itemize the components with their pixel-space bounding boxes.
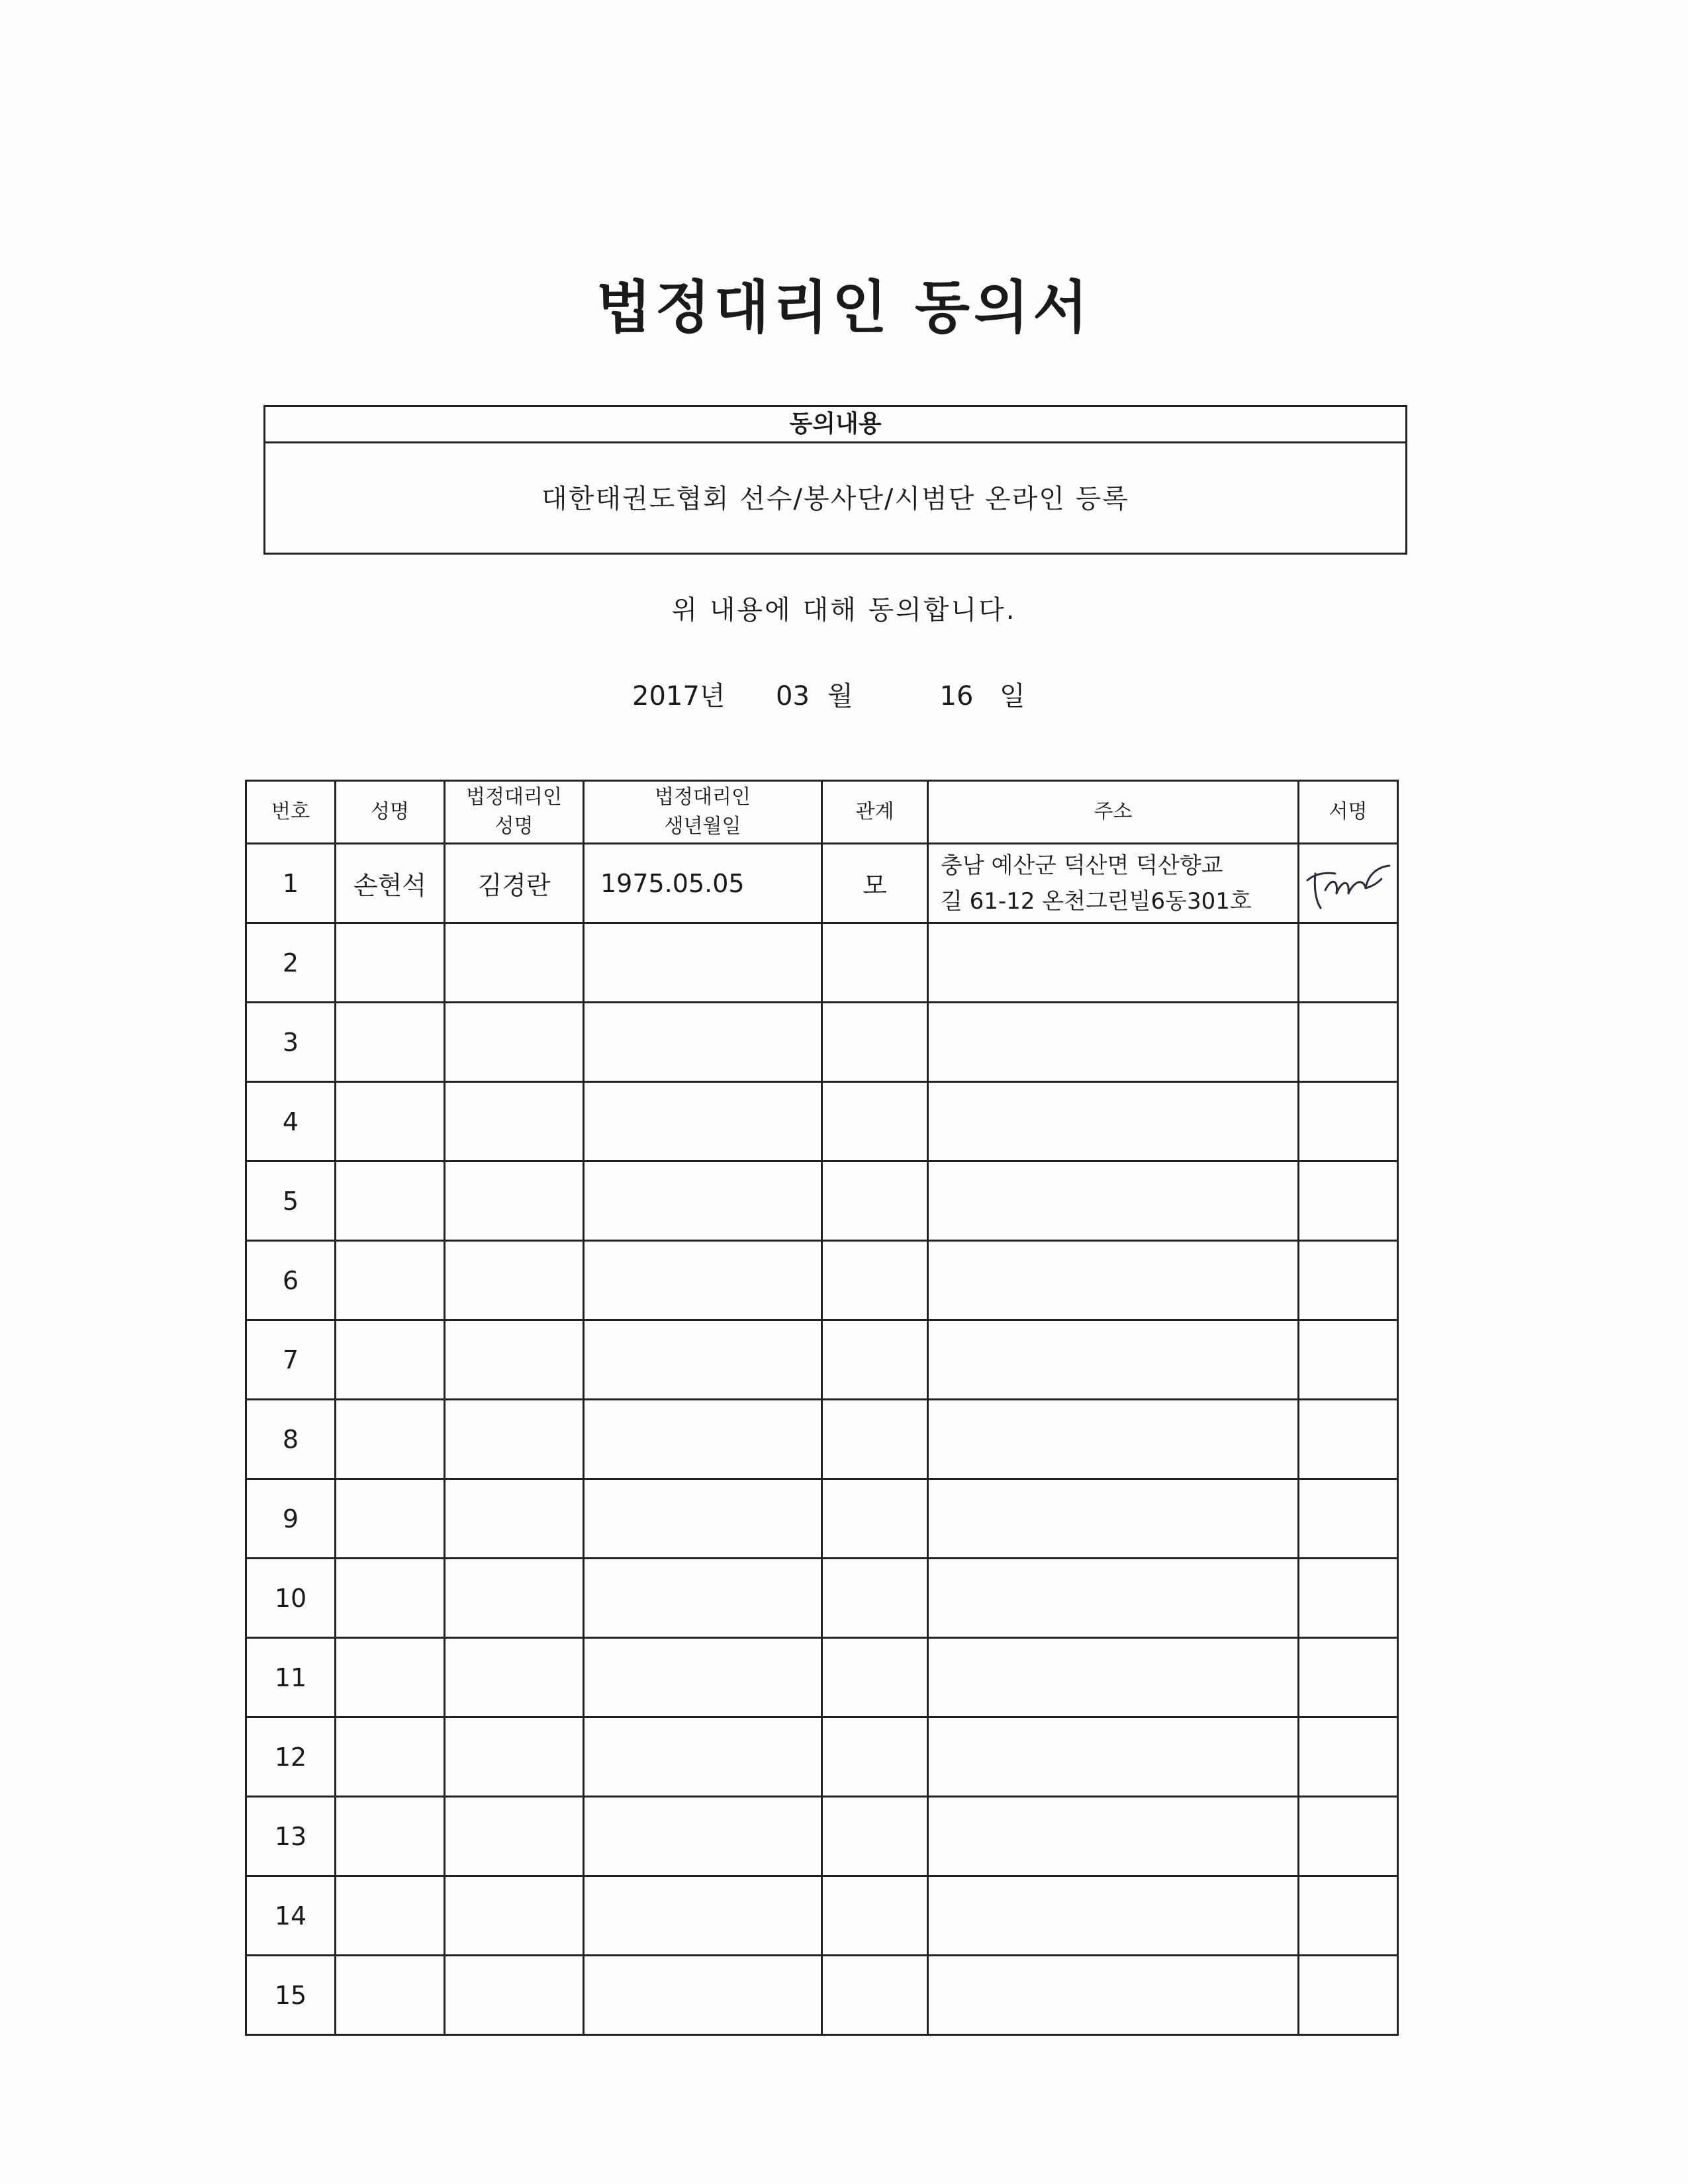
- address-line1: 충남 예산군 덕산면 덕산향교: [941, 852, 1223, 879]
- cell-guardian-name: [445, 1638, 584, 1717]
- cell-guardian-name: [445, 1082, 584, 1161]
- cell-signature: [1299, 1797, 1398, 1876]
- cell-no: 8: [246, 1400, 336, 1479]
- header-guardian-name-line1: 법정대리인: [466, 786, 562, 809]
- table-row: [246, 1161, 1398, 1241]
- cell-relation: [822, 1717, 928, 1797]
- table-row: [246, 1638, 1398, 1717]
- cell-relation: [822, 1876, 928, 1956]
- cell-relation: [822, 1400, 928, 1479]
- cell-guardian-name: [445, 1161, 584, 1241]
- header-no: 번호: [246, 781, 336, 844]
- cell-guardian-birth: [584, 1003, 822, 1082]
- date-day: 16: [939, 681, 974, 711]
- cell-guardian-birth: 1975.05.05: [584, 844, 822, 923]
- cell-relation: [822, 1479, 928, 1559]
- table-row: [246, 1082, 1398, 1161]
- cell-relation: [822, 1559, 928, 1638]
- cell-guardian-name: [445, 1320, 584, 1400]
- cell-address: [928, 844, 1299, 923]
- cell-signature: [1299, 1400, 1398, 1479]
- table-row: [246, 1479, 1398, 1559]
- cell-guardian-birth: [584, 1559, 822, 1638]
- cell-relation: 모: [822, 844, 928, 923]
- cell-signature: [1299, 1638, 1398, 1717]
- table-row: [246, 1956, 1398, 2035]
- cell-guardian-name: [445, 923, 584, 1003]
- header-guardian-birth: [584, 781, 822, 844]
- cell-no: 2: [246, 923, 336, 1003]
- cell-guardian-birth: [584, 1956, 822, 2035]
- consent-body: 대한태권도협회 선수/봉사단/시범단 온라인 등록: [541, 484, 1129, 514]
- cell-guardian-birth: [584, 1400, 822, 1479]
- document-title: 법정대리인 동의서: [596, 275, 1092, 341]
- date-line: [632, 675, 1039, 713]
- cell-guardian-birth: [584, 1479, 822, 1559]
- cell-name: [336, 1161, 445, 1241]
- handwritten-signature: [1302, 854, 1395, 913]
- cell-no: 1: [246, 844, 336, 923]
- cell-name: [336, 1717, 445, 1797]
- cell-name: [336, 1479, 445, 1559]
- cell-guardian-name: [445, 1479, 584, 1559]
- consent-header: 동의내용: [265, 407, 1405, 443]
- cell-signature: [1299, 1717, 1398, 1797]
- cell-relation: [822, 1956, 928, 2035]
- cell-address: [928, 1161, 1299, 1241]
- cell-address: [928, 1956, 1299, 2035]
- cell-address: [928, 1400, 1299, 1479]
- date-year: 2017년: [632, 681, 726, 711]
- cell-signature: [1299, 1082, 1398, 1161]
- header-relation: 관계: [822, 781, 928, 844]
- cell-no: 7: [246, 1320, 336, 1400]
- cell-guardian-name: 김경란: [445, 844, 584, 923]
- header-signature: 서명: [1299, 781, 1398, 844]
- header-guardian-name: [445, 781, 584, 844]
- address-line2: 길 61-12 온천그린빌6동301호: [941, 887, 1252, 915]
- cell-no: 6: [246, 1241, 336, 1320]
- cell-guardian-name: [445, 1241, 584, 1320]
- cell-guardian-birth: [584, 923, 822, 1003]
- cell-no: 4: [246, 1082, 336, 1161]
- cell-relation: [822, 1241, 928, 1320]
- cell-guardian-birth: [584, 1241, 822, 1320]
- cell-signature: [1299, 1559, 1398, 1638]
- cell-guardian-birth: [584, 1161, 822, 1241]
- cell-address: [928, 1003, 1299, 1082]
- cell-address: [928, 1479, 1299, 1559]
- cell-no: 15: [246, 1956, 336, 2035]
- cell-relation: [822, 1161, 928, 1241]
- cell-address: [928, 1320, 1299, 1400]
- cell-guardian-birth: [584, 1876, 822, 1956]
- cell-name: 손현석: [336, 844, 445, 923]
- cell-guardian-name: [445, 1400, 584, 1479]
- table-row: [246, 844, 1398, 923]
- cell-signature: [1299, 844, 1398, 923]
- header-name: 성명: [336, 781, 445, 844]
- table-row: [246, 1717, 1398, 1797]
- cell-signature: [1299, 923, 1398, 1003]
- cell-guardian-name: [445, 1559, 584, 1638]
- cell-relation: [822, 1003, 928, 1082]
- table-row: [246, 1797, 1398, 1876]
- cell-address: [928, 1559, 1299, 1638]
- agreement-statement: 위 내용에 대해 동의합니다.: [671, 595, 1017, 625]
- cell-signature: [1299, 1479, 1398, 1559]
- cell-relation: [822, 1320, 928, 1400]
- cell-name: [336, 1956, 445, 2035]
- cell-guardian-name: [445, 1797, 584, 1876]
- cell-address: [928, 1082, 1299, 1161]
- cell-no: 9: [246, 1479, 336, 1559]
- consent-content-box: [263, 405, 1407, 555]
- cell-signature: [1299, 1956, 1398, 2035]
- date-day-label: 일: [1000, 681, 1025, 711]
- cell-guardian-name: [445, 1876, 584, 1956]
- cell-guardian-birth: [584, 1717, 822, 1797]
- table-row: [246, 1876, 1398, 1956]
- cell-address: [928, 1797, 1299, 1876]
- cell-name: [336, 1082, 445, 1161]
- table-body: [246, 844, 1398, 2035]
- cell-signature: [1299, 1876, 1398, 1956]
- cell-no: 13: [246, 1797, 336, 1876]
- cell-no: 10: [246, 1559, 336, 1638]
- cell-address: [928, 1717, 1299, 1797]
- table-header-row: [246, 781, 1398, 844]
- cell-address: [928, 1638, 1299, 1717]
- cell-address: [928, 923, 1299, 1003]
- cell-no: 12: [246, 1717, 336, 1797]
- cell-signature: [1299, 1003, 1398, 1082]
- header-guardian-name-line2: 성명: [494, 815, 534, 838]
- cell-relation: [822, 923, 928, 1003]
- cell-guardian-name: [445, 1003, 584, 1082]
- table-row: [246, 1241, 1398, 1320]
- table-row: [246, 1320, 1398, 1400]
- cell-relation: [822, 1082, 928, 1161]
- cell-signature: [1299, 1161, 1398, 1241]
- guardian-table: [245, 780, 1399, 2036]
- table-row: [246, 1559, 1398, 1638]
- cell-guardian-birth: [584, 1320, 822, 1400]
- cell-name: [336, 1876, 445, 1956]
- cell-relation: [822, 1638, 928, 1717]
- cell-address: [928, 1876, 1299, 1956]
- cell-name: [336, 1320, 445, 1400]
- cell-guardian-birth: [584, 1082, 822, 1161]
- cell-signature: [1299, 1241, 1398, 1320]
- cell-name: [336, 1400, 445, 1479]
- cell-name: [336, 1797, 445, 1876]
- cell-name: [336, 1003, 445, 1082]
- date-month: 03: [776, 681, 810, 711]
- table-row: [246, 1003, 1398, 1082]
- cell-name: [336, 1241, 445, 1320]
- cell-no: 14: [246, 1876, 336, 1956]
- table-row: [246, 1400, 1398, 1479]
- cell-name: [336, 1638, 445, 1717]
- header-guardian-birth-line2: 생년월일: [664, 815, 741, 838]
- cell-no: 5: [246, 1161, 336, 1241]
- header-guardian-birth-line1: 법정대리인: [655, 786, 751, 809]
- cell-guardian-name: [445, 1956, 584, 2035]
- cell-signature: [1299, 1320, 1398, 1400]
- header-address: 주소: [928, 781, 1299, 844]
- cell-guardian-birth: [584, 1638, 822, 1717]
- cell-guardian-name: [445, 1717, 584, 1797]
- cell-guardian-birth: [584, 1797, 822, 1876]
- table-row: [246, 923, 1398, 1003]
- cell-name: [336, 1559, 445, 1638]
- cell-relation: [822, 1797, 928, 1876]
- date-month-label: 월: [827, 681, 853, 711]
- cell-no: 11: [246, 1638, 336, 1717]
- cell-no: 3: [246, 1003, 336, 1082]
- cell-name: [336, 923, 445, 1003]
- cell-address: [928, 1241, 1299, 1320]
